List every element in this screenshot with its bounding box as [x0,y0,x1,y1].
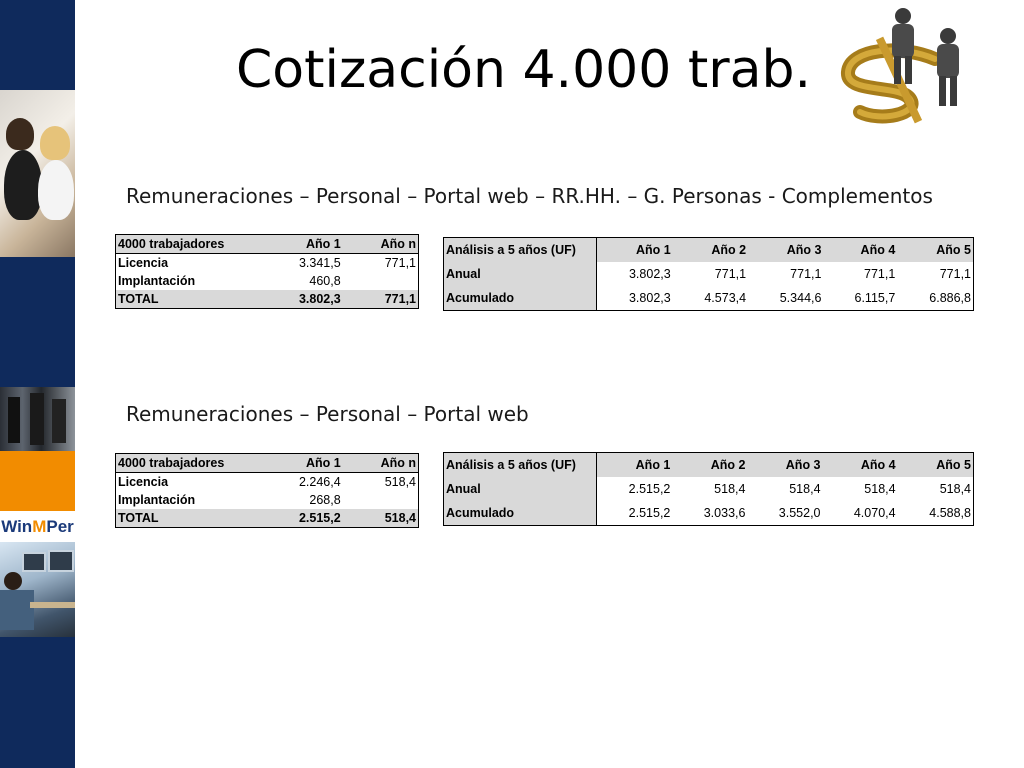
table-header-row: 4000 trabajadores Año 1 Año n [116,454,419,473]
table-row: Anual 3.802,3 771,1 771,1 771,1 771,1 [444,262,974,286]
table-row: Acumulado 3.802,3 4.573,4 5.344,6 6.115,7 6.886,8 [444,286,974,311]
table-header-row: 4000 trabajadores Año 1 Año n [116,235,419,254]
table-total-row: TOTAL 3.802,3 771,1 [116,290,419,309]
orange-accent-block [0,451,75,511]
dollar-people-icon [840,4,980,129]
table-row: Implantación 268,8 [116,491,419,509]
section1-heading: Remuneraciones – Personal – Portal web – RR.HH. – G. Personas - Complementos [126,184,933,208]
table-header-row: Análisis a 5 años (UF) Año 1 Año 2 Año 3 Año 4 Año 5 [444,238,974,263]
table-row: Licencia 2.246,4 518,4 [116,473,419,492]
table-row: Implantación 460,8 [116,272,419,290]
section2-left-table [115,453,419,528]
section2-right-table [443,452,974,526]
section1-left-table [115,234,419,309]
table-row: Licencia 3.341,5 771,1 [116,254,419,273]
section2-heading: Remuneraciones – Personal – Portal web [126,402,529,426]
winper-logo: Win M Per [0,511,75,542]
office-photo [0,542,75,637]
servers-photo [0,387,75,451]
table-row: Acumulado 2.515,2 3.033,6 3.552,0 4.070,4 4.588,8 [444,501,974,526]
slide-title: Cotización 4.000 trab. [236,40,812,100]
table-total-row: TOTAL 2.515,2 518,4 [116,509,419,528]
table-header-row: Análisis a 5 años (UF) Año 1 Año 2 Año 3 Año 4 Año 5 [444,453,974,478]
table-row: Anual 2.515,2 518,4 518,4 518,4 518,4 [444,477,974,501]
section1-right-table [443,237,974,311]
people-photo [0,90,75,257]
